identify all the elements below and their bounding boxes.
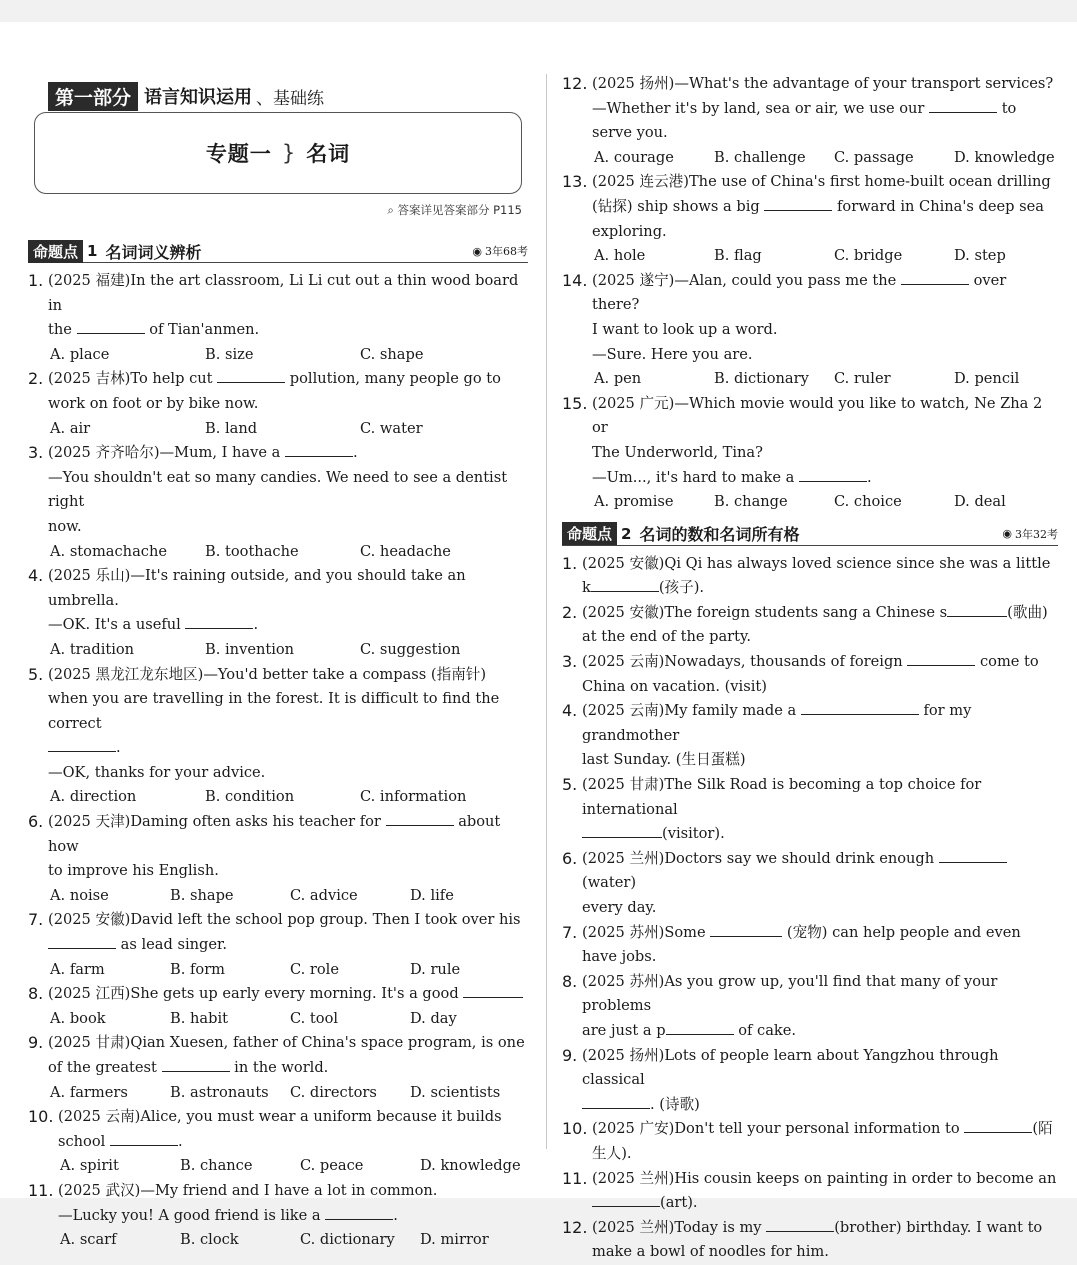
column-divider [546, 74, 547, 1149]
option[interactable]: D. mirror [420, 1231, 489, 1249]
option[interactable]: B. form [170, 960, 226, 978]
question-4: 4. (2025 乐山)—It's raining outside, and you should take an umbrella. —OK. It's a useful . A. tradition B. invention C. suggestion [28, 564, 528, 662]
eye-icon: ◉ [1002, 527, 1012, 541]
option[interactable]: B. chance [180, 1157, 253, 1175]
section-header-1 [28, 240, 528, 263]
option[interactable]: A. pen [594, 370, 642, 388]
option[interactable]: C. peace [300, 1157, 364, 1175]
option[interactable]: C. shape [360, 345, 424, 363]
option[interactable]: B. condition [205, 788, 295, 806]
fill-question-1: 1. (2025 安徽)Qi Qi has always loved science since she was a little k (孩子). [562, 553, 1051, 597]
left-column [28, 82, 528, 1253]
option[interactable]: C. advice [290, 886, 358, 904]
option[interactable]: B. shape [170, 886, 234, 904]
answer-blank[interactable] [666, 1019, 734, 1035]
option[interactable]: C. bridge [834, 247, 903, 265]
answer-blank[interactable] [185, 613, 253, 629]
answer-blank[interactable] [285, 441, 353, 457]
answer-blank[interactable] [592, 1191, 660, 1207]
topic-number: 专题一 [205, 142, 272, 166]
option[interactable]: B. change [714, 493, 788, 511]
fill-question-4: 4. (2025 云南)My family made a for my grandmother last Sunday. (生日蛋糕) [562, 701, 972, 769]
part-title: 语言知识运用 [144, 87, 253, 108]
fill-question-11: 11. (2025 兰州)His cousin keeps on painting in order to become an (art). [562, 1168, 1057, 1212]
option[interactable]: D. step [954, 247, 1006, 265]
option[interactable]: D. deal [954, 493, 1006, 511]
option[interactable]: B. challenge [714, 148, 806, 166]
answer-blank[interactable] [907, 650, 975, 666]
answer-blank[interactable] [48, 736, 116, 752]
option[interactable]: A. courage [594, 148, 674, 166]
question-14: 14. (2025 遂宁)—Alan, could you pass me the over there? I want to look up a word. —Sure. Here you are. A. pen B. dictionary C. ruler D. pencil [562, 269, 1058, 392]
fill-question-7: 7. (2025 苏州)Some (宠物) can help people and even have jobs. [562, 922, 1021, 966]
answer-blank[interactable] [110, 1130, 178, 1146]
answer-blank[interactable] [77, 318, 145, 334]
option[interactable]: D. scientists [410, 1083, 501, 1101]
answer-blank[interactable] [901, 269, 969, 285]
answer-blank[interactable] [48, 933, 116, 949]
fill-question-5: 5. (2025 甘肃)The Silk Road is becoming a top choice for international (visitor). [562, 775, 982, 843]
answer-blank[interactable] [947, 601, 1007, 617]
option[interactable]: A. air [50, 419, 91, 437]
option[interactable]: B. astronauts [170, 1083, 269, 1101]
answer-blank[interactable] [582, 822, 662, 838]
section-title: 名词词义辨析 [105, 242, 202, 262]
answer-blank[interactable] [386, 810, 454, 826]
exam-frequency: ◉ 3年68考 [472, 244, 528, 258]
search-icon: ⌕ [387, 203, 394, 217]
answer-blank[interactable] [162, 1056, 230, 1072]
section-header-2 [562, 523, 1058, 546]
fill-question-3: 3. (2025 云南)Nowadays, thousands of foreign come to China on vacation. (visit) [562, 652, 1039, 695]
question-12: 12. (2025 扬州)—What's the advantage of your transport services? —Whether it's by land, sea or air, we use our to serve you. A. courage B. challenge C. passage D. knowledge [562, 72, 1058, 170]
answer-blank[interactable] [582, 1093, 650, 1109]
option[interactable]: A. tradition [50, 640, 135, 658]
answer-blank[interactable] [964, 1117, 1032, 1133]
answer-blank[interactable] [591, 576, 659, 592]
option[interactable]: A. scarf [60, 1231, 117, 1249]
section-number: 1 [87, 242, 98, 260]
option[interactable]: C. information [360, 788, 467, 806]
option[interactable]: A. stomachache [50, 542, 167, 560]
section-number: 2 [621, 524, 632, 543]
option[interactable]: A. hole [594, 247, 646, 265]
option[interactable]: D. pencil [954, 370, 1020, 388]
option[interactable]: C. water [360, 419, 423, 437]
option[interactable]: D. rule [410, 960, 461, 978]
eye-icon: ◉ [472, 244, 482, 258]
workbook-page [0, 22, 1077, 1261]
part-header [48, 82, 528, 110]
option[interactable]: A. farm [50, 960, 105, 978]
option[interactable]: B. clock [180, 1231, 239, 1249]
answer-blank[interactable] [766, 1216, 834, 1232]
option[interactable]: D. knowledge [420, 1157, 521, 1175]
answer-blank[interactable] [710, 921, 782, 937]
answer-blank[interactable] [217, 367, 285, 383]
answer-blank[interactable] [463, 982, 523, 998]
option[interactable]: C. dictionary [300, 1231, 395, 1249]
fill-question-12: 12. (2025 兰州)Today is my (brother) birthday. I want to make a bowl of noodles for him. [562, 1217, 1043, 1261]
fill-question-6: 6. (2025 兰州)Doctors say we should drink enough (water) every day. [562, 847, 1058, 921]
option[interactable]: C. role [290, 960, 339, 978]
option[interactable]: D. knowledge [954, 148, 1055, 166]
option[interactable]: C. suggestion [360, 640, 461, 658]
question-9: 9. (2025 甘肃)Qian Xuesen, father of China's space program, is one of the greatest in the world. A. farmers B. astronauts C. directors D. scientists [28, 1031, 528, 1105]
question-2: 2. (2025 吉林)To help cut pollution, many people go to work on foot or by bike now. A. air B. land C. water [28, 367, 528, 441]
fill-question-10: 10. (2025 广安)Don't tell your personal information to (陌 生人). [562, 1119, 1053, 1162]
answer-blank[interactable] [939, 847, 1007, 863]
fill-question-9: 9. (2025 扬州)Lots of people learn about Yangzhou through classical . (诗歌) [562, 1045, 999, 1113]
question-7: 7. (2025 安徽)David left the school pop group. Then I took over his as lead singer. A. farm B. form C. role D. rule [28, 908, 528, 982]
answer-blank[interactable] [801, 699, 919, 715]
option[interactable]: B. dictionary [714, 370, 809, 388]
section-tag: 命题点 [562, 522, 617, 545]
answer-reference: ⌕ 答案详见答案部分 P115 [387, 203, 522, 217]
topic-name: 名词 [306, 142, 351, 166]
answer-blank[interactable] [764, 195, 832, 211]
option[interactable]: C. choice [834, 493, 902, 511]
question-15: 15. (2025 广元)—Which movie would you like to watch, Ne Zha 2 or The Underworld, Tina? —Um..., it's hard to make a . A. promise B. change C. choice D. deal [562, 392, 1058, 515]
right-column [562, 72, 1058, 1265]
question-13: 13. (2025 连云港)The use of China's first home-built ocean drilling (钻探) ship shows a big forward in China's deep sea exploring. A. hole B. flag C. bridge D. step [562, 170, 1058, 268]
option[interactable]: C. tool [290, 1009, 339, 1027]
fill-question-8: 8. (2025 苏州)As you grow up, you'll find that many of your problems are just a p of cake. [562, 971, 998, 1039]
option[interactable]: D. life [410, 886, 454, 904]
option[interactable]: A. place [50, 345, 110, 363]
section-title: 名词的数和名词所有格 [639, 525, 800, 545]
option[interactable]: B. land [205, 419, 258, 437]
section-tag: 命题点 [28, 240, 83, 263]
fill-question-2: 2. (2025 安徽)The foreign students sang a Chinese s (歌曲) at the end of the party. [562, 602, 1048, 646]
option[interactable]: B. invention [205, 640, 295, 658]
part-tag: 第一部分 [48, 82, 138, 111]
option[interactable]: A. book [50, 1009, 106, 1027]
question-1: 1. (2025 福建)In the art classroom, Li Li cut out a thin wood board in the of Tian'anmen. A. place B. size C. shape [28, 269, 528, 367]
question-5: 5. (2025 黑龙江龙东地区)—You'd better take a compass (指南针) when you are travelling in the forest. It is difficult to find the correct . —OK, thanks for your advice. A. direction B. condition C. information [28, 663, 528, 811]
exam-frequency: ◉ 3年32考 [1002, 527, 1058, 541]
question-8: 8. (2025 江西)She gets up early every morning. It's a good A. book B. habit C. tool D. day [28, 982, 528, 1031]
option[interactable]: A. noise [50, 886, 109, 904]
question-10: 10. (2025 云南)Alice, you must wear a uniform because it builds school . A. spirit B. chance C. peace D. knowledge [28, 1105, 528, 1179]
option[interactable]: D. day [410, 1009, 457, 1027]
option[interactable]: B. habit [170, 1009, 228, 1027]
option[interactable]: A. spirit [60, 1157, 119, 1175]
option[interactable]: C. ruler [834, 370, 891, 388]
answer-blank[interactable] [929, 97, 997, 113]
option[interactable]: A. farmers [50, 1083, 128, 1101]
option[interactable]: C. headache [360, 542, 451, 560]
option[interactable]: B. toothache [205, 542, 299, 560]
option[interactable]: A. promise [594, 493, 674, 511]
topic-separator: } [281, 141, 297, 165]
question-3: 3. (2025 齐齐哈尔)—Mum, I have a . —You shouldn't eat so many candies. We need to see a dentist right now. A. stomachache B. toothache C. headache [28, 441, 528, 564]
option[interactable]: B. size [205, 345, 254, 363]
option[interactable]: C. passage [834, 148, 914, 166]
question-6: 6. (2025 天津)Daming often asks his teacher for about how to improve his English. A. noise B. shape C. advice D. life [28, 810, 528, 908]
option[interactable]: C. directors [290, 1083, 377, 1101]
option[interactable]: B. flag [714, 247, 762, 265]
topic-title-box [34, 112, 522, 194]
answer-blank[interactable] [799, 466, 867, 482]
question-11: 11. (2025 武汉)—My friend and I have a lot in common. —Lucky you! A good friend is like a . A. scarf B. clock C. dictionary D. mirror [28, 1179, 528, 1253]
part-subtitle: 、基础练 [256, 88, 325, 109]
option[interactable]: A. direction [50, 788, 137, 806]
